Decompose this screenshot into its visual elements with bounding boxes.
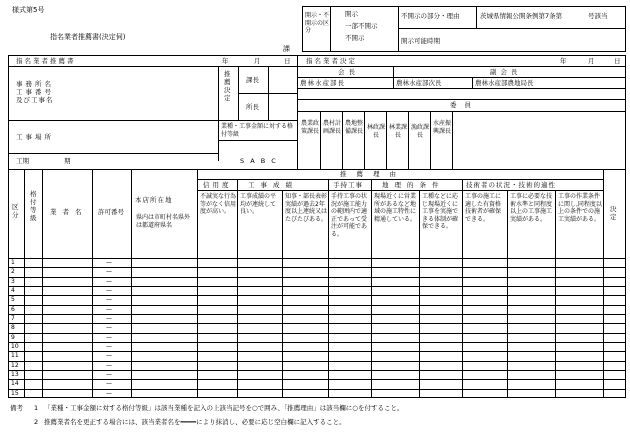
reason-title-7: 技術者の状況・技術的適性 — [466, 181, 556, 189]
kacho-field: 課長 — [246, 76, 259, 84]
field-period-2: 期 — [64, 157, 71, 165]
row-divider — [8, 295, 626, 296]
row-number: 1 — [11, 259, 15, 266]
row-number: 7 — [11, 314, 15, 322]
row-number: 15 — [11, 389, 19, 397]
kaicho-name: 農林水産部長 — [300, 79, 345, 87]
disclosure-timing-label: 開示可能時期 — [401, 37, 440, 45]
row-number: 14 — [11, 380, 19, 388]
reason-text-4: 手持工事の状況が施工能力の範囲内で適正であって受注が可能である。 — [331, 193, 368, 238]
iin-header: 委員 — [450, 101, 479, 109]
disclosure-class-label: 開示・不開示の区分 — [305, 12, 330, 34]
row-divider — [8, 342, 626, 343]
permit-dash: — — [106, 361, 112, 369]
permit-dash: — — [106, 352, 112, 360]
col-grade: 格付等級 — [30, 190, 37, 223]
disclosure-law-ref: 茨城県情報公開条例第7条第 — [480, 12, 563, 20]
fukukaicho-name-1: 農林水産部次長 — [396, 79, 442, 87]
disclosure-reason-label: 不開示の部分・理由 — [401, 12, 460, 20]
reason-title-5: 地理的条件 — [382, 181, 445, 189]
row-divider — [8, 314, 626, 315]
col-kubun: 区分 — [12, 203, 19, 220]
permit-dash: — — [106, 259, 112, 266]
reason-text-3: 知事・部長表彰実績が過去2年度以上連続又はたびたびある。 — [285, 193, 328, 223]
row-number: 12 — [11, 361, 19, 369]
permit-dash: — — [106, 370, 112, 378]
row-divider — [8, 277, 626, 278]
reason-title-2: 工事成績 — [248, 181, 298, 189]
suisen-kettei-label: 推薦決定 — [224, 70, 231, 103]
permit-dash: — — [106, 380, 112, 388]
col-decision: 決定 — [610, 205, 617, 222]
permit-dash: — — [106, 333, 112, 341]
kettei-month: 月 — [588, 57, 595, 65]
note-2-number: 2 — [34, 418, 39, 426]
permit-dash: — — [106, 305, 112, 313]
row-number: 2 — [11, 268, 15, 276]
kaicho-header: 会長 — [338, 68, 359, 76]
fukukaicho-header: 副会長 — [490, 68, 522, 76]
reason-header: 推薦理由 — [340, 170, 406, 178]
reason-text-8: 工事に必要な技術水準と同程度以上の工事施工実績がある。 — [510, 193, 553, 223]
row-divider — [8, 323, 626, 324]
member-5: 林業課長 — [388, 124, 407, 139]
row-divider — [8, 379, 626, 380]
reason-title-4: 手持工事 — [333, 181, 363, 189]
row-number: 6 — [11, 305, 15, 313]
row-number: 10 — [11, 342, 19, 350]
suisensho-label: 指名業者推薦書 — [16, 57, 76, 65]
permit-dash: — — [106, 324, 112, 332]
row-number: 4 — [11, 286, 15, 294]
disclosure-item: 号該当 — [588, 12, 608, 20]
reason-text-2: 工事成績の平均が連続して良い。 — [240, 193, 277, 215]
reason-text-1: 不誠実な行為等がなく信用度が高い。 — [200, 193, 237, 215]
reason-text-9: 工事の作業条件に関し,同程度以上の条件での施工実績がある。 — [558, 193, 602, 223]
row-number: 11 — [11, 352, 19, 360]
note-2: 推薦業者名を更正する場合には、該当業者名を━━━━により抹消し、必要に応じ空白欄に記入すること。 — [44, 418, 346, 426]
permit-dash: — — [106, 342, 112, 350]
row-number: 8 — [11, 324, 15, 332]
form-number: 様式第5号 — [12, 6, 45, 14]
document-title: 指名業者推薦書(決定伺) — [50, 33, 126, 41]
reason-text-5: 現場近くに営業所があるなど地域の施工特性に精通している。 — [374, 193, 417, 223]
row-number: 9 — [11, 333, 15, 341]
member-6: 漁政課長 — [410, 124, 429, 139]
kacho-label: 課 — [283, 45, 290, 53]
kettei-year: 年 — [560, 57, 567, 65]
grades-sabc: S A B C — [240, 157, 278, 165]
permit-dash: — — [106, 277, 112, 285]
field-location: 工事場所 — [16, 133, 54, 141]
row-divider — [8, 361, 626, 362]
field-name: 及び工事名 — [16, 96, 54, 104]
reason-text-7: 工事の施工に適した有資格技術者が確保できる。 — [465, 193, 502, 223]
member-1: 農業政策課長 — [300, 120, 319, 135]
row-number: 5 — [11, 296, 15, 304]
permit-dash: — — [106, 314, 112, 322]
suisen-day: 日 — [284, 57, 291, 65]
kettei-label: 指名業者決定 — [306, 57, 357, 65]
field-office: 事務所名 — [16, 80, 54, 88]
col-hq: 本店所在地 — [135, 196, 173, 204]
permit-dash: — — [106, 268, 112, 276]
row-divider — [8, 370, 626, 371]
row-divider — [8, 286, 626, 287]
form-frame — [8, 55, 626, 398]
kettei-day: 日 — [614, 57, 621, 65]
field-number: 工事番号 — [16, 88, 54, 96]
member-4: 林政課長 — [366, 124, 385, 139]
row-number: 3 — [11, 277, 15, 285]
suisen-month: 月 — [254, 57, 261, 65]
shocho-field: 所長 — [246, 103, 259, 111]
col-hq-note: 県内は市町村名県外は都道府県名 — [136, 214, 191, 229]
permit-dash: — — [106, 389, 112, 397]
reason-title-1: 信用度 — [203, 181, 232, 189]
col-permit: 許可番号 — [98, 208, 124, 216]
row-number: 13 — [11, 370, 19, 378]
disclosure-partial: 一部不開示 — [345, 22, 378, 30]
member-3: 農地整備課長 — [344, 120, 363, 135]
disclosure-open: 開示 — [345, 10, 358, 18]
row-divider — [8, 305, 626, 306]
kingaku-label: 業種・工事金額に対する格付等級 — [221, 123, 294, 138]
suisen-year: 年 — [222, 57, 229, 65]
row-divider — [8, 333, 626, 334]
col-name: 業者名 — [50, 208, 88, 216]
notes-label: 備考 — [10, 404, 23, 412]
row-divider — [8, 267, 626, 268]
permit-dash: — — [106, 286, 112, 294]
member-2: 農村計画課長 — [322, 120, 341, 135]
note-1-number: 1 — [34, 404, 39, 412]
fukukaicho-name-2: 農林水産部農地局長 — [475, 79, 534, 87]
field-period: 工期 — [16, 157, 29, 165]
row-divider — [8, 389, 626, 390]
row-divider — [8, 351, 626, 352]
reason-text-6: 工種などに応じ現場近くに工事を実施できる体制が確保できる。 — [422, 193, 459, 230]
note-1: 「業種・工事金額に対する格付等級」は該当業種を記入の上該当記号を○で囲み、「推薦理由」は該当欄に○を付すること。 — [44, 404, 404, 412]
permit-dash: — — [106, 296, 112, 304]
disclosure-closed: 不開示 — [345, 34, 365, 42]
member-7: 水産振興課長 — [432, 120, 451, 135]
